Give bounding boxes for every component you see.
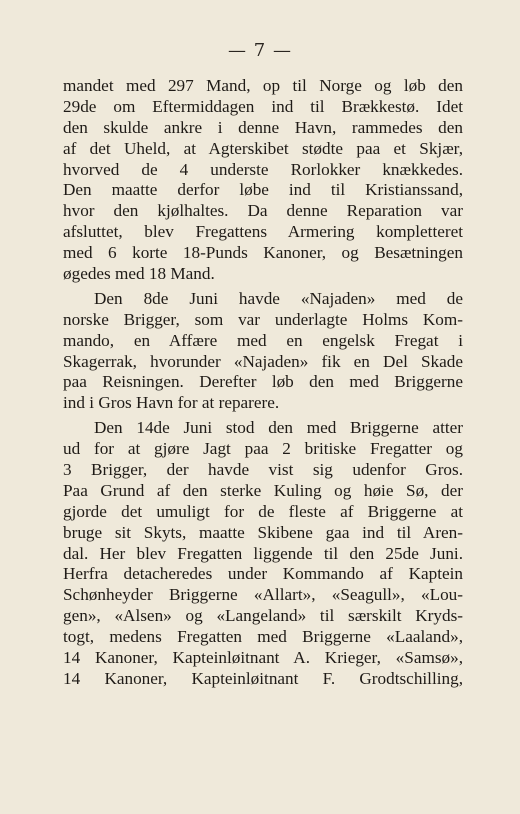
text-line: bruge sit Skyts, maatte Skibene gaa ind til Aren- [63,522,463,542]
text-line: 3 Brigger, der havde vist sig udenfor Gros. [63,460,463,480]
text-line: mando, en Affære med en engelsk Fregat i [63,330,463,350]
body-text [63,76,463,690]
text-line: den skulde ankre i denne Havn, rammedes den [63,117,463,137]
text-line: hvorved de 4 underste Rorlokker knækkedes. [63,159,463,179]
text-line: Herfra detacheredes under Kommando af Kaptein [63,564,463,584]
text-line: hvor den kjølhaltes. Da denne Reparation var [63,201,463,221]
text-line: ud for at gjøre Jagt paa 2 britiske Fregatter og [63,439,463,459]
text-line: gen», «Alsen» og «Langeland» til særskilt Kryds- [63,606,463,626]
text-line: øgedes med 18 Mand. [63,264,215,284]
text-line: Schønheyder Briggerne «Allart», «Seagull», «Lou- [63,585,463,605]
text-line: Paa Grund af den sterke Kuling og høie Sø, der [63,480,463,500]
text-line: afsluttet, blev Fregattens Armering kompletteret [63,222,463,242]
text-line: norske Brigger, som var underlagte Holms Kom- [63,309,463,329]
text-line: ind i Gros Havn for at reparere. [63,393,280,413]
paragraph-2 [63,289,463,414]
text-line: togt, medens Fregatten med Briggerne «Laaland», [63,627,463,647]
text-line: 14 Kanoner, Kapteinløitnant A. Krieger, «Samsø», [63,648,463,668]
text-line: Den maatte derfor løbe ind til Kristianssand, [63,180,463,200]
text-line: med 6 korte 18-Punds Kanoner, og Besætningen [63,243,463,263]
text-line: dal. Her blev Fregatten liggende til den 25de Juni. [63,543,463,563]
text-line: 14 Kanoner, Kapteinløitnant F. Grodtschilling, [63,668,463,688]
text-line: mandet med 297 Mand, op til Norge og løb den [63,76,463,95]
text-line: 29de om Eftermiddagen ind til Brækkestø. Idet [63,96,463,116]
paragraph-3 [63,418,463,690]
paragraph-1 [63,76,463,285]
text-line: gjorde det umuligt for de fleste af Briggerne at [63,501,463,521]
page-number: — 7 — [228,40,292,61]
text-line: Skagerrak, hvorunder «Najaden» fik en Del Skade [63,351,463,371]
text-line: Den 8de Juni havde «Najaden» med de [94,288,463,308]
text-line: paa Reisningen. Derefter løb den med Briggerne [63,372,463,392]
text-line: Den 14de Juni stod den med Briggerne atter [94,418,463,438]
text-line: af det Uheld, at Agterskibet stødte paa et Skjær, [63,138,463,158]
